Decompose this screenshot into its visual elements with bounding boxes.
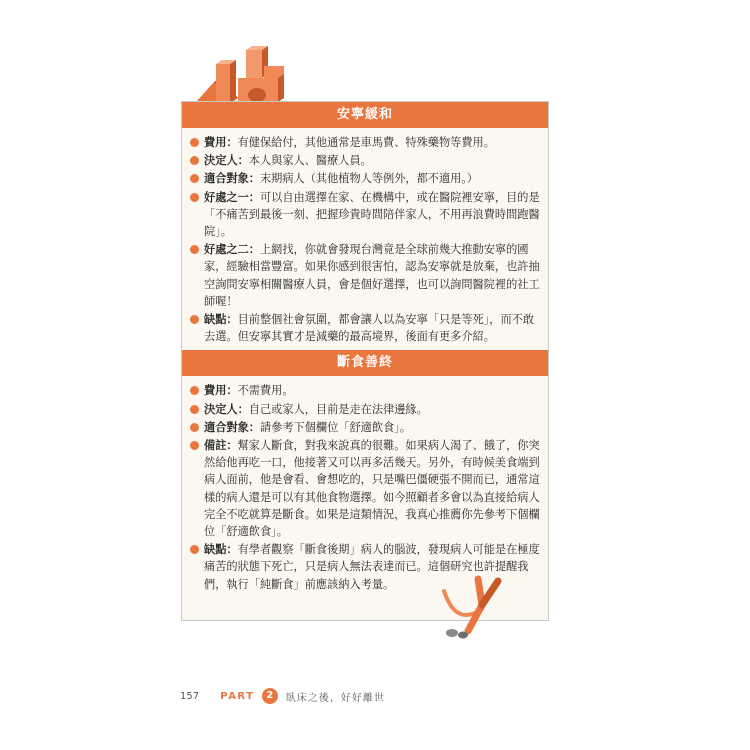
page-footer — [180, 688, 385, 708]
list-item: 費用：不需費用。 — [190, 382, 540, 399]
bullet-icon — [190, 386, 199, 395]
list-item: 備註：幫家人斷食，對我來說真的很難。如果病人渴了、餓了，你突然給他再吃一口，他接著又可以再多活幾天。另外，有時候美食端到病人面前，他是會看、會想吃的，只是嘴巴僵硬張不開而已，通常這樣的病人還是可以有其他食物選擇。如今照顧者多會以為直接給病人完全不吃就算是斷食。如果是這類情況，我真心推薦你先參考下個欄位「舒適飲食」。 — [190, 437, 540, 540]
bullet-icon — [190, 156, 199, 165]
list-item: 缺點：目前整個社會氛圍，都會讓人以為安寧「只是等死」，而不敢去選。但安寧其實才是減藥的最高境界，後面有更多介紹。 — [190, 311, 540, 345]
list-item: 適合對象：請參考下個欄位「舒適飲食」。 — [190, 419, 540, 436]
bullet-icon — [190, 245, 199, 254]
section-fasting — [182, 350, 548, 597]
part-label: PART — [220, 690, 255, 702]
list-item: 費用：有健保給付，其他通常是車馬費、特殊藥物等費用。 — [190, 134, 540, 151]
bullet-icon — [190, 405, 199, 414]
bullet-icon — [190, 545, 199, 554]
bullet-icon — [190, 193, 199, 202]
building-blocks-icon — [192, 44, 302, 104]
bullet-icon — [190, 423, 199, 432]
bullet-icon — [190, 315, 199, 324]
bullet-icon — [190, 138, 199, 147]
bullet-icon — [190, 441, 199, 450]
list-item: 適合對象：末期病人（其他植物人等例外，都不適用。） — [190, 170, 540, 187]
list-item: 決定人：本人與家人、醫療人員。 — [190, 152, 540, 169]
list-item: 決定人：自己或家人，目前是走在法律邊緣。 — [190, 401, 540, 418]
section-title-hospice: 安寧緩和 — [182, 102, 548, 128]
page-number: 157 — [180, 690, 200, 702]
hospice-list — [182, 128, 548, 350]
bullet-icon — [190, 174, 199, 183]
chapter-title: 臥床之後，好好離世 — [285, 692, 385, 704]
slingshot-icon — [438, 575, 508, 641]
section-title-fasting: 斷食善終 — [182, 350, 548, 376]
list-item: 好處之一：可以自由選擇在家、在機構中，或在醫院裡安寧，目的是「不痛苦到最後一刻、把握珍貴時間陪伴家人，不用再浪費時間跑醫院」。 — [190, 189, 540, 241]
list-item: 好處之二：上網找，你就會發現台灣竟是全球前幾大推動安寧的國家，經驗相當豐富。如果你感到很害怕，認為安寧就是放棄，也許抽空詢問安寧相關醫療人員，會是個好選擇，也可以詢問醫院裡的社工師喔！ — [190, 241, 540, 310]
fasting-list — [182, 376, 548, 597]
info-panel — [181, 101, 549, 621]
list-item: 缺點：有學者觀察「斷食後期」病人的腦波，發現病人可能是在極度痛苦的狀態下死亡，只是病人無法表達而已。這個研究也許提醒我們，執行「純斷食」前應該納入考量。 — [190, 541, 540, 593]
part-number-badge: 2 — [262, 688, 278, 704]
